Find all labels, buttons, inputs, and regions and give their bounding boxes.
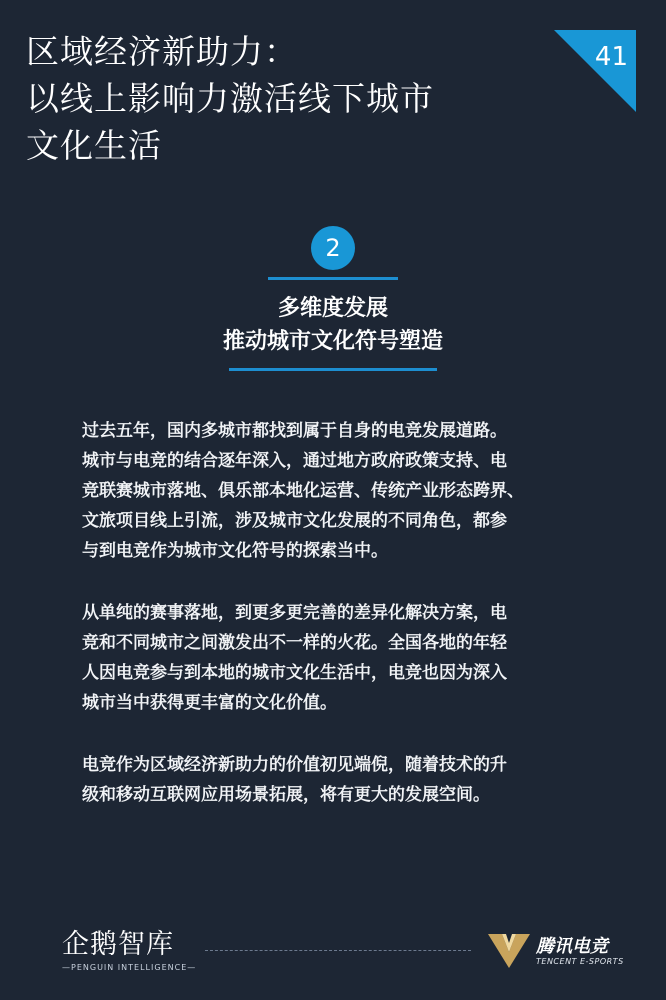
paragraph-3 bbox=[82, 750, 602, 810]
logo-left-name: 企鹅智库 bbox=[62, 929, 174, 960]
section-number-badge: 2 bbox=[311, 226, 355, 270]
paragraph-line: 竞和不同城市之间激发出不一样的火花。全国各地的年轻 bbox=[82, 633, 507, 653]
paragraph-line: 竞联赛城市落地、俱乐部本地化运营、传统产业形态跨界、 bbox=[82, 481, 524, 501]
subtitle-line-2: 推动城市文化符号塑造 bbox=[222, 329, 443, 354]
paragraph-line: 人因电竞参与到本地的城市文化生活中，电竞也因为深入 bbox=[82, 663, 507, 683]
body-text bbox=[82, 416, 602, 842]
section-divider-bottom bbox=[229, 368, 437, 371]
logo-right-name: 腾讯电竞 bbox=[536, 936, 608, 957]
page-title bbox=[26, 28, 546, 169]
paragraph-line: 从单纯的赛事落地，到更多更完善的差异化解决方案，电 bbox=[82, 603, 507, 623]
subtitle-line-1: 多维度发展 bbox=[277, 296, 388, 321]
penguin-intelligence-logo bbox=[62, 922, 197, 978]
title-line-1: 区域经济新助力： bbox=[26, 32, 298, 71]
paragraph-line: 电竞作为区域经济新助力的价值初见端倪，随着技术的升 bbox=[82, 755, 507, 775]
logo-right-subtitle: TENCENT E-SPORTS bbox=[536, 957, 624, 966]
footer-divider bbox=[205, 950, 471, 951]
paragraph-line: 过去五年，国内多城市都找到属于自身的电竞发展道路。 bbox=[82, 421, 507, 441]
section-divider-top bbox=[268, 277, 398, 280]
paragraph-line: 城市当中获得更丰富的文化价值。 bbox=[82, 693, 337, 713]
paragraph-line: 城市与电竞的结合逐年深入，通过地方政府政策支持、电 bbox=[82, 451, 507, 471]
tencent-esports-v-icon bbox=[486, 930, 532, 970]
page-number: 41 bbox=[594, 42, 628, 72]
paragraph-2 bbox=[82, 598, 602, 718]
tencent-esports-logo bbox=[486, 930, 636, 976]
paragraph-line: 与到电竞作为城市文化符号的探索当中。 bbox=[82, 541, 388, 561]
paragraph-line: 文旅项目线上引流，涉及城市文化发展的不同角色，都参 bbox=[82, 511, 507, 531]
paragraph-line: 级和移动互联网应用场景拓展，将有更大的发展空间。 bbox=[82, 785, 490, 805]
title-line-3: 文化生活 bbox=[26, 126, 162, 165]
paragraph-1 bbox=[82, 416, 602, 566]
section-subtitle bbox=[0, 292, 666, 358]
logo-left-subtitle: —PENGUIN INTELLIGENCE— bbox=[62, 963, 197, 972]
title-line-2: 以线上影响力激活线下城市 bbox=[26, 79, 434, 118]
